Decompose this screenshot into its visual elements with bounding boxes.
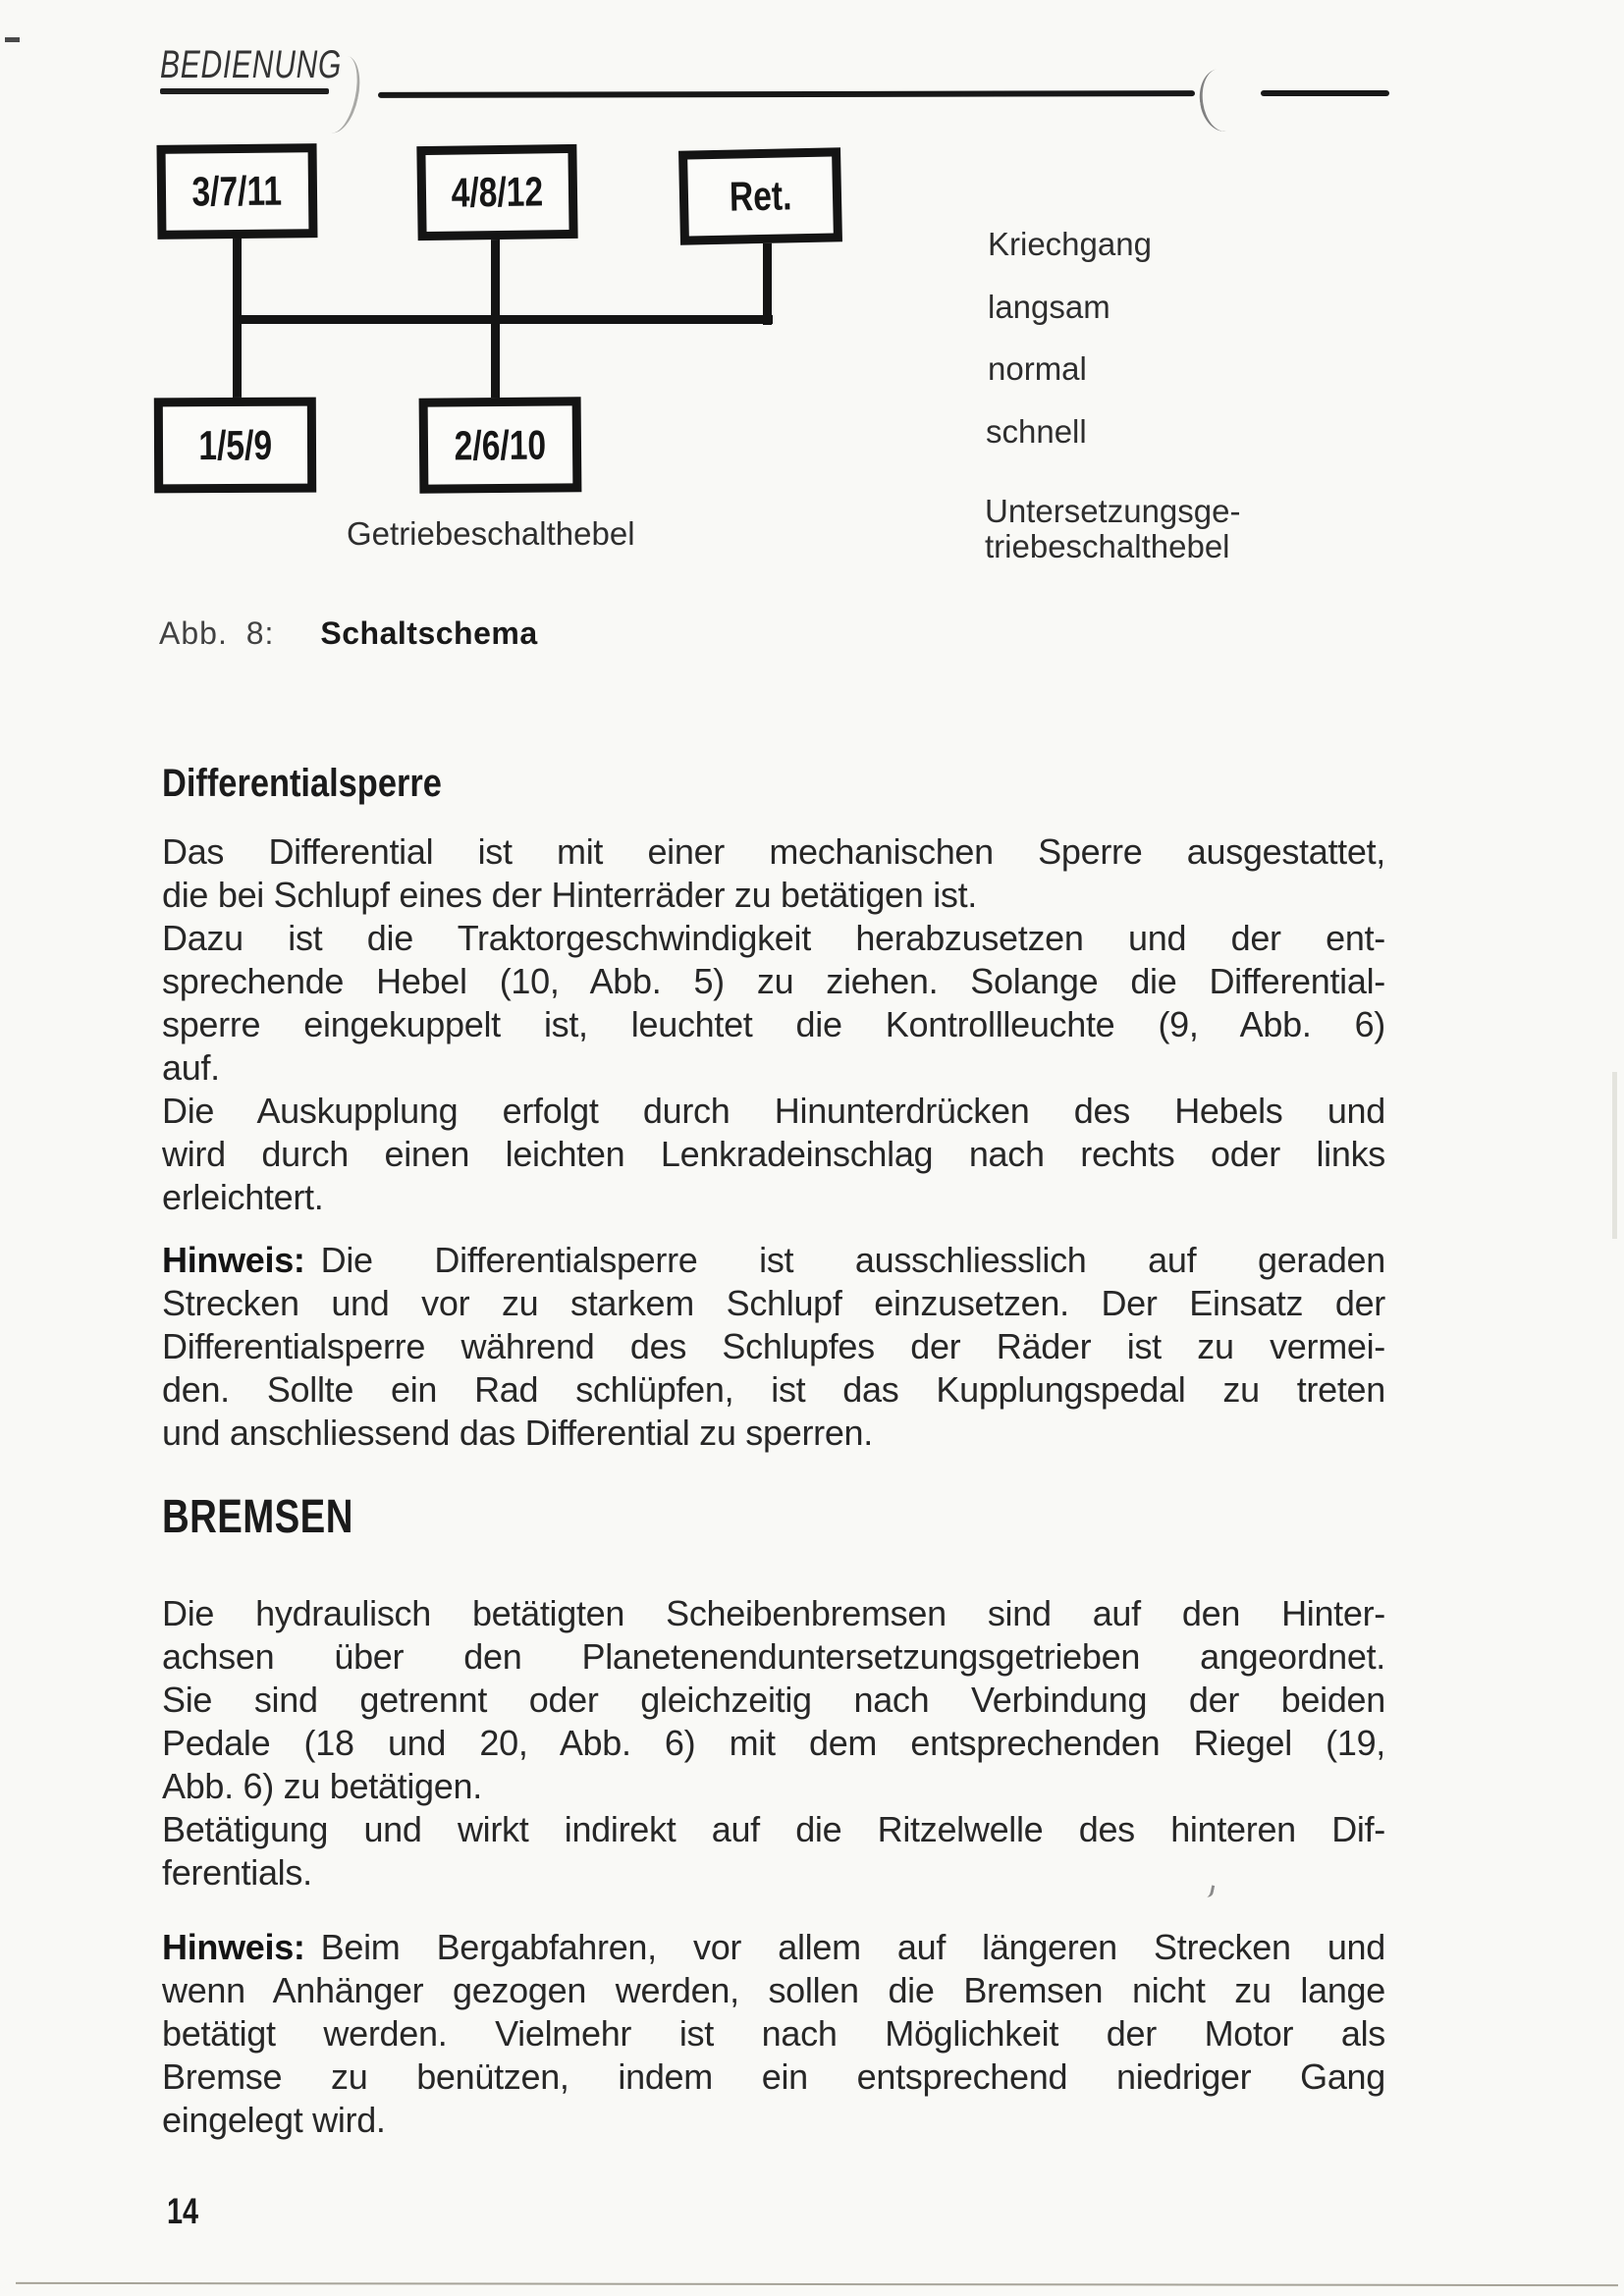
text-line <box>162 1239 1385 1282</box>
differential-note-paragraph <box>162 1239 1385 1455</box>
differential-paragraph <box>162 830 1385 1219</box>
text-line: auf. <box>162 1047 220 1088</box>
corner-dash-mark <box>5 37 20 42</box>
gear-box-1-5-9 <box>154 398 316 494</box>
figure-caption-number: Abb. 8: <box>159 615 275 651</box>
text-line: wenn Anhänger gezogen werden, sollen die Bremsen nicht zu lange <box>162 1970 1385 2010</box>
header-title-underline <box>160 88 329 94</box>
text-line: sperre eingekuppelt ist, leuchtet die Kontrollleuchte (9, Abb. 6) <box>162 1004 1385 1044</box>
text-line: den. Sollte ein Rad schlüpfen, ist das Kupplungspedal zu treten <box>162 1369 1385 1410</box>
note-text: Die Differentialsperre ist ausschliesslich auf geraden <box>320 1240 1385 1280</box>
header-rule-segment <box>1261 90 1389 96</box>
reduction-lever-label <box>985 494 1240 564</box>
text-line: sprechende Hebel (10, Abb. 5) zu ziehen. Solange die Differential- <box>162 961 1385 1001</box>
section-heading-differentialsperre: Differentialsperre <box>162 762 442 805</box>
figure-caption <box>159 615 538 652</box>
text-line: Pedale (18 und 20, Abb. 6) mit dem entsprechenden Riegel (19, <box>162 1723 1385 1763</box>
text-line: Die hydraulisch betätigten Scheibenbremsen sind auf den Hinter- <box>162 1593 1385 1633</box>
text-line: erleichtert. <box>162 1177 324 1217</box>
gear-lever-label: Getriebeschalthebel <box>347 515 635 552</box>
note-text: Beim Bergabfahren, vor allem auf längeren Strecken und <box>320 1927 1385 1967</box>
reduction-lever-label-line2: triebeschalthebel <box>985 528 1230 564</box>
text-line: Differentialsperre während des Schlupfes der Räder ist zu vermei- <box>162 1326 1385 1366</box>
gear-box-reverse <box>678 147 842 244</box>
gear-box-2-6-10 <box>419 397 582 493</box>
text-line: Die Auskupplung erfolgt durch Hinunterdrücken des Hebels und <box>162 1091 1385 1131</box>
note-label: Hinweis: <box>162 1927 305 1967</box>
gear-box-label: 3/7/11 <box>191 167 283 215</box>
scan-smudge <box>1612 1072 1617 1239</box>
text-line: ferentials. <box>162 1852 312 1893</box>
speed-label-langsam: langsam <box>988 289 1110 325</box>
gear-box-label: Ret. <box>729 172 792 220</box>
brakes-note-paragraph <box>162 1926 1385 2142</box>
text-line: wird durch einen leichten Lenkradeinschlag nach rechts oder links <box>162 1134 1385 1174</box>
note-label: Hinweis: <box>162 1240 305 1280</box>
gear-box-label: 4/8/12 <box>451 168 544 216</box>
text-line: achsen über den Planetenenduntersetzungsgetrieben angeordnet. <box>162 1636 1385 1677</box>
page-number: 14 <box>167 2191 199 2231</box>
text-line: betätigt werden. Vielmehr ist nach Möglichkeit der Motor als <box>162 2013 1385 2054</box>
page-bottom-rule <box>16 2282 1618 2286</box>
text-line: eingelegt wird. <box>162 2100 386 2140</box>
gear-box-label: 2/6/10 <box>454 421 547 468</box>
text-line: die bei Schlupf eines der Hinterräder zu betätigen ist. <box>162 875 977 915</box>
speed-label-schnell: schnell <box>986 413 1087 450</box>
text-line: Betätigung und wirkt indirekt auf die Ritzelwelle des hinteren Dif- <box>162 1809 1385 1849</box>
text-line: Das Differential ist mit einer mechanischen Sperre ausgestattet, <box>162 831 1385 872</box>
page-header-title: BEDIENUNG <box>160 43 343 86</box>
section-heading-bremsen: BREMSEN <box>162 1491 353 1543</box>
gear-box-3-7-11 <box>157 143 318 240</box>
gear-box-label: 1/5/9 <box>198 421 272 468</box>
text-line <box>162 1926 1385 1969</box>
scan-speck <box>1205 1884 1216 1897</box>
text-line: Abb. 6) zu betätigen. <box>162 1766 482 1806</box>
text-line: und anschliessend das Differential zu sperren. <box>162 1413 873 1453</box>
header-rule <box>378 90 1195 98</box>
text-line: Bremse zu benützen, indem ein entsprechend niedriger Gang <box>162 2056 1385 2097</box>
figure-caption-title: Schaltschema <box>320 615 538 651</box>
reduction-lever-label-line1: Untersetzungsge- <box>985 493 1241 529</box>
diagram-connector-line <box>233 315 773 324</box>
diagram-connector-line <box>763 241 772 325</box>
speed-label-kriechgang: Kriechgang <box>988 226 1152 262</box>
gear-box-4-8-12 <box>416 144 577 240</box>
text-line: Dazu ist die Traktorgeschwindigkeit herabzusetzen und der ent- <box>162 918 1385 958</box>
text-line: Sie sind getrennt oder gleichzeitig nach Verbindung der beiden <box>162 1680 1385 1720</box>
brakes-paragraph <box>162 1592 1385 1895</box>
scan-curve-artifact <box>1196 66 1248 134</box>
text-line: Strecken und vor zu starkem Schlupf einzusetzen. Der Einsatz der <box>162 1283 1385 1323</box>
speed-label-normal: normal <box>988 350 1087 387</box>
